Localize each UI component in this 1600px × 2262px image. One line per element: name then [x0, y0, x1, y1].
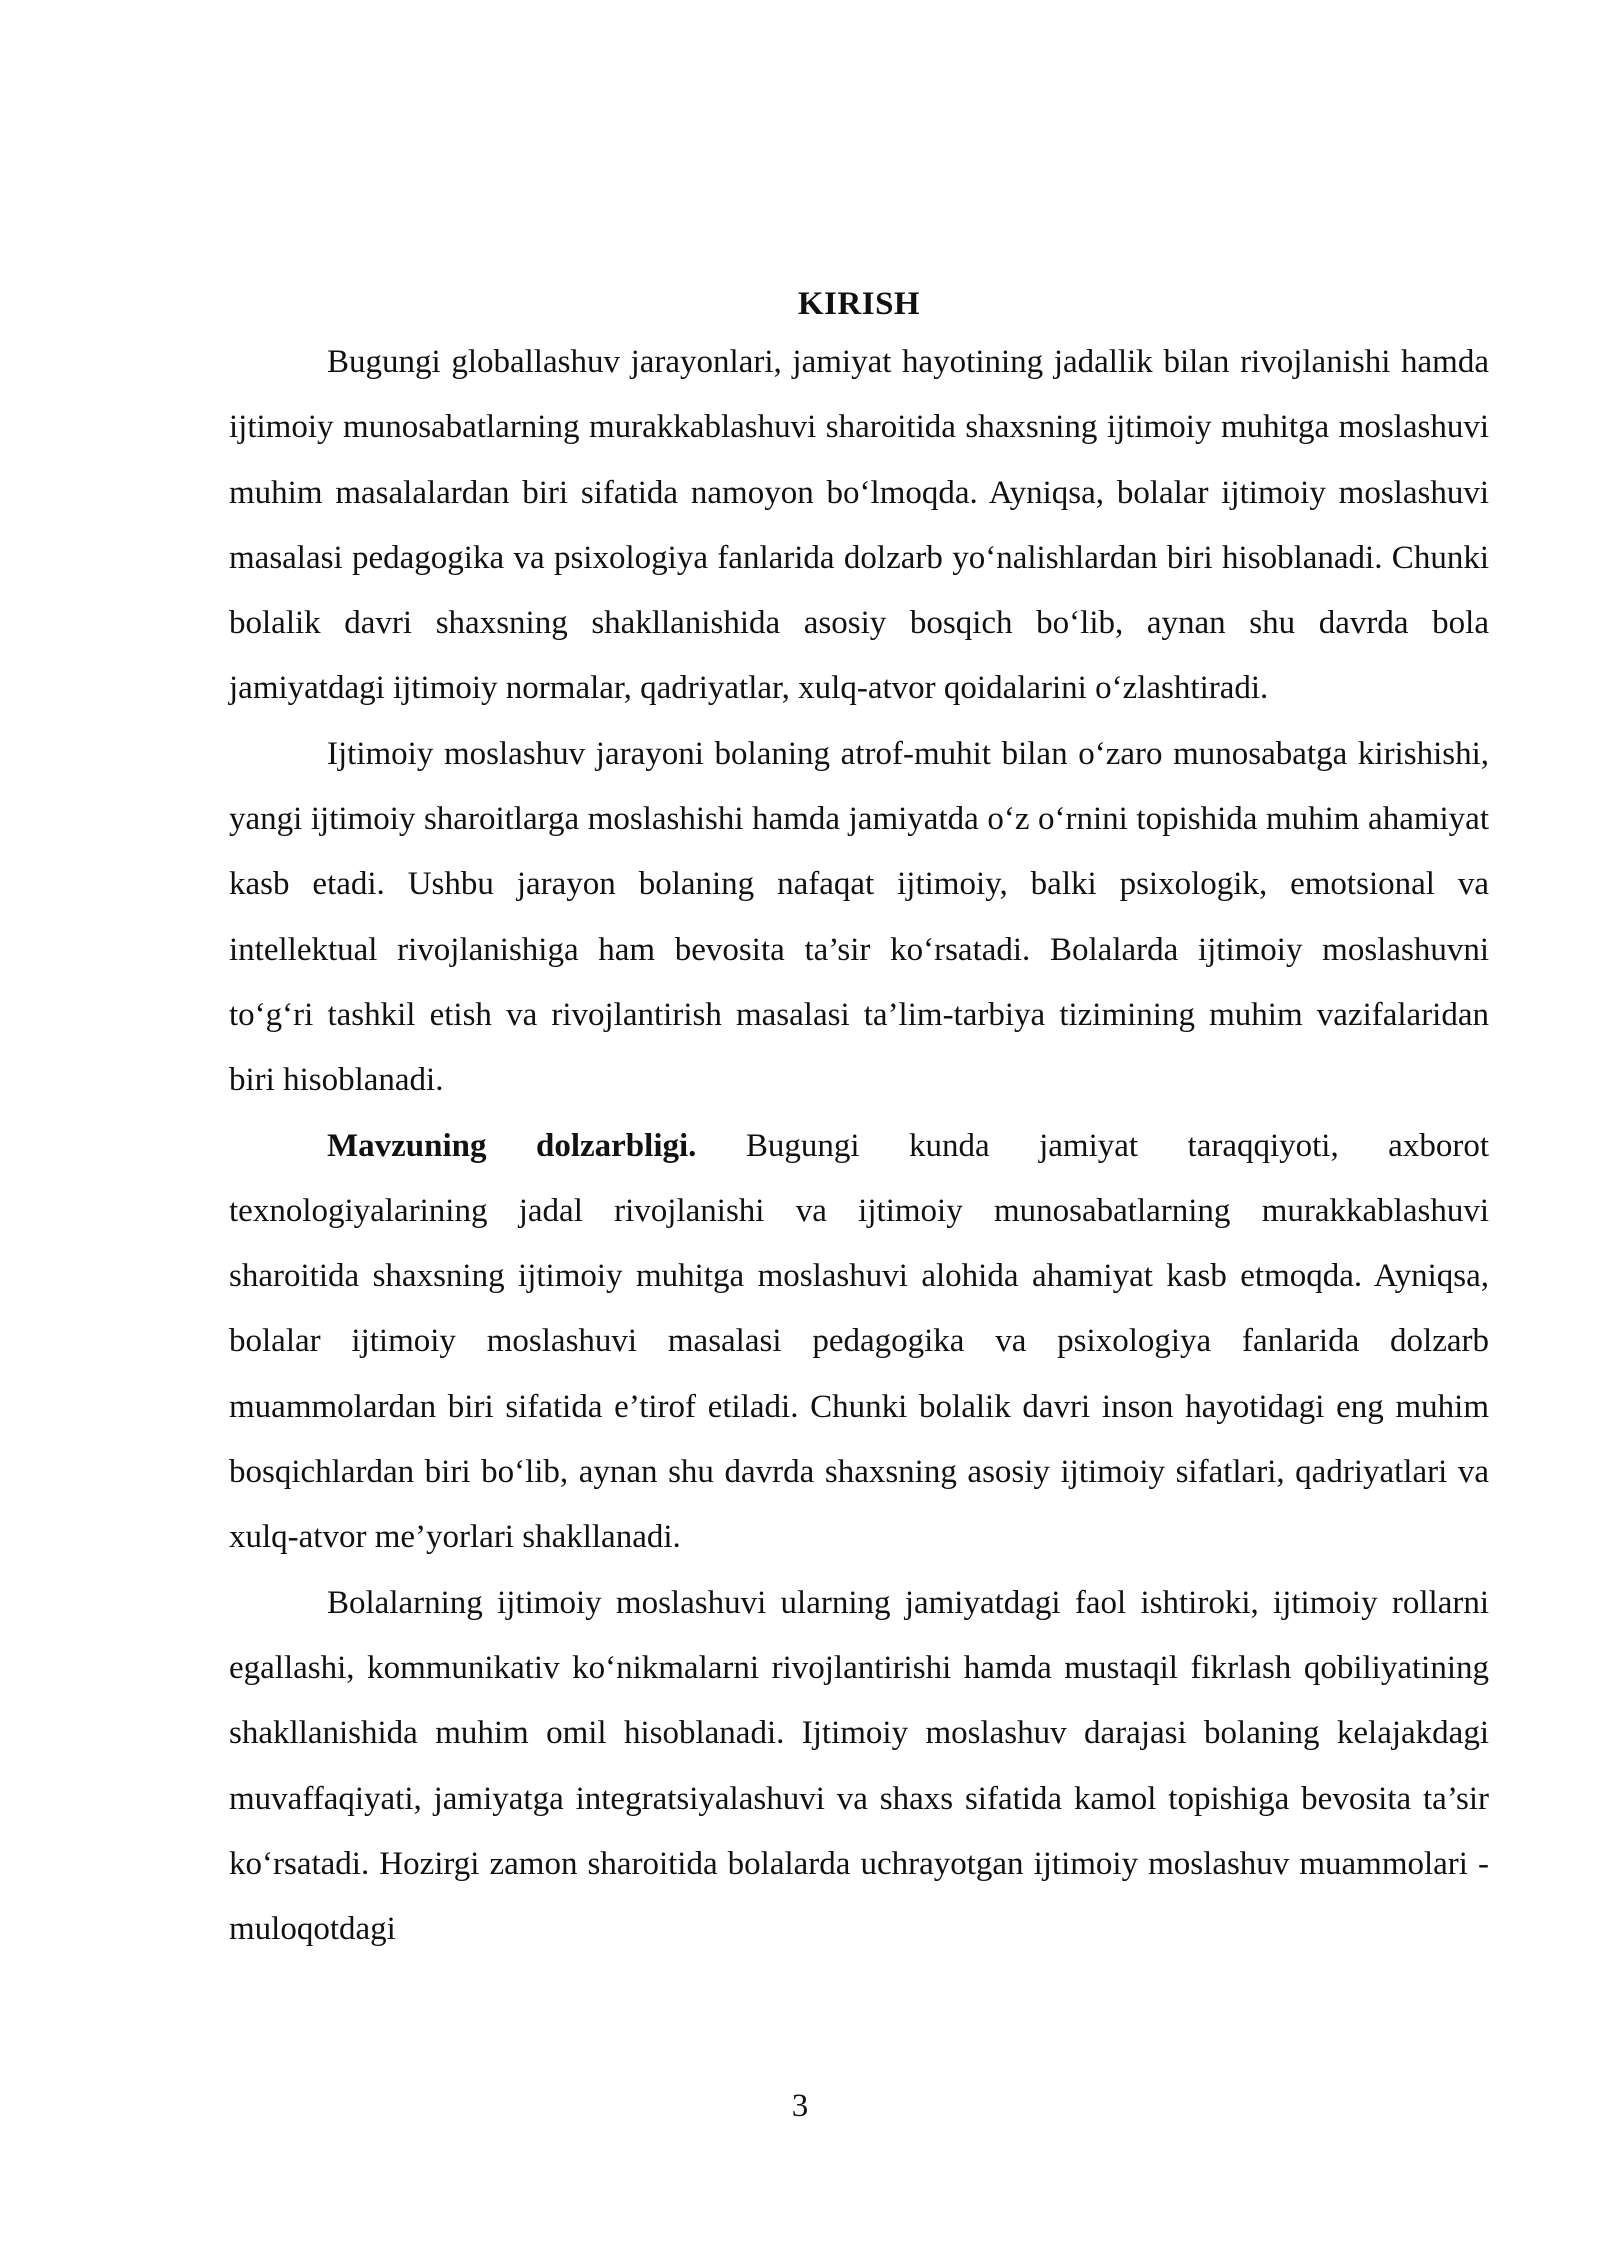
paragraph-text: Bugungi kunda jamiyat taraqqiyoti, axborot texnologiyalarining jadal rivojlanishi va ijtimoiy munosabatlarning murakkablashuvi sharoitida shaxsning ijtimoiy muhitga moslashuvi alohida ahamiyat kasb etmoqda. Ayniqsa, bolalar ijtimoiy moslashuvi masalasi pedagogika va psixologiya fanlarida dolzarb muammolardan biri sifatida e’tirof etiladi. Chunki bolalik davri inson hayotidagi eng muhim bosqichlardan biri bo‘lib, aynan shu davrda shaxsning asosiy ijtimoiy sifatlari, qadriyatlari va xulq-atvor me’yorlari shakllanadi. — [229, 1127, 1489, 1556]
page-content — [229, 282, 1489, 1962]
paragraph-lead-heading: Mavzuning dolzarbligi. — [327, 1127, 697, 1164]
paragraph-text: Bolalarning ijtimoiy moslashuvi ularning jamiyatdagi faol ishtiroki, ijtimoiy rollarni egallashi, kommunikativ ko‘nikmalarni rivojlantirishi hamda mustaqil fikrlash qobiliyatining shakllanishida muhim omil hisoblanadi. Ijtimoiy moslashuv darajasi bolaning kelajakdagi muvaffaqiyati, jamiyatga integratsiyalashuvi va shaxs sifatida kamol topishiga bevosita ta’sir ko‘rsatadi. Hozirgi zamon sharoitida bolalarda uchrayotgan ijtimoiy moslashuv muammolari - muloqotdagi — [229, 1584, 1489, 1948]
paragraph-relevance — [229, 1114, 1489, 1571]
paragraph-children-adaptation — [229, 1571, 1489, 1963]
page-number: 3 — [791, 2088, 809, 2124]
section-title: KIRISH — [797, 286, 921, 322]
paragraph-social-adaptation — [229, 722, 1489, 1114]
paragraph-text: Bugungi globallashuv jarayonlari, jamiyat hayotining jadallik bilan rivojlanishi hamda ijtimoiy munosabatlarning murakkablashuvi sharoitida shaxsning ijtimoiy muhitga moslashuvi muhim masalalardan biri sifatida namoyon bo‘lmoqda. Ayniqsa, bolalar ijtimoiy moslashuvi masalasi pedagogika va psixologiya fanlarida dolzarb yo‘nalishlardan biri hisoblanadi. Chunki bolalik davri shaxsning shakllanishida asosiy bosqich bo‘lib, aynan shu davrda bola jamiyatdagi ijtimoiy normalar, qadriyatlar, xulq-atvor qoidalarini o‘zlashtiradi. — [229, 344, 1489, 707]
paragraph-text: Ijtimoiy moslashuv jarayoni bolaning atrof-muhit bilan o‘zaro munosabatga kirishishi, yangi ijtimoiy sharoitlarga moslashishi hamda jamiyatda o‘z o‘rnini topishida muhim ahamiyat kasb etadi. Ushbu jarayon bolaning nafaqat ijtimoiy, balki psixologik, emotsional va intellektual rivojlanishiga ham bevosita ta’sir ko‘rsatadi. Bolalarda ijtimoiy moslashuvni to‘g‘ri tashkil etish va rivojlantirish masalasi ta’lim-tarbiya tizimining muhim vazifalaridan biri hisoblanadi. — [229, 735, 1489, 1099]
paragraph-intro — [229, 330, 1489, 722]
